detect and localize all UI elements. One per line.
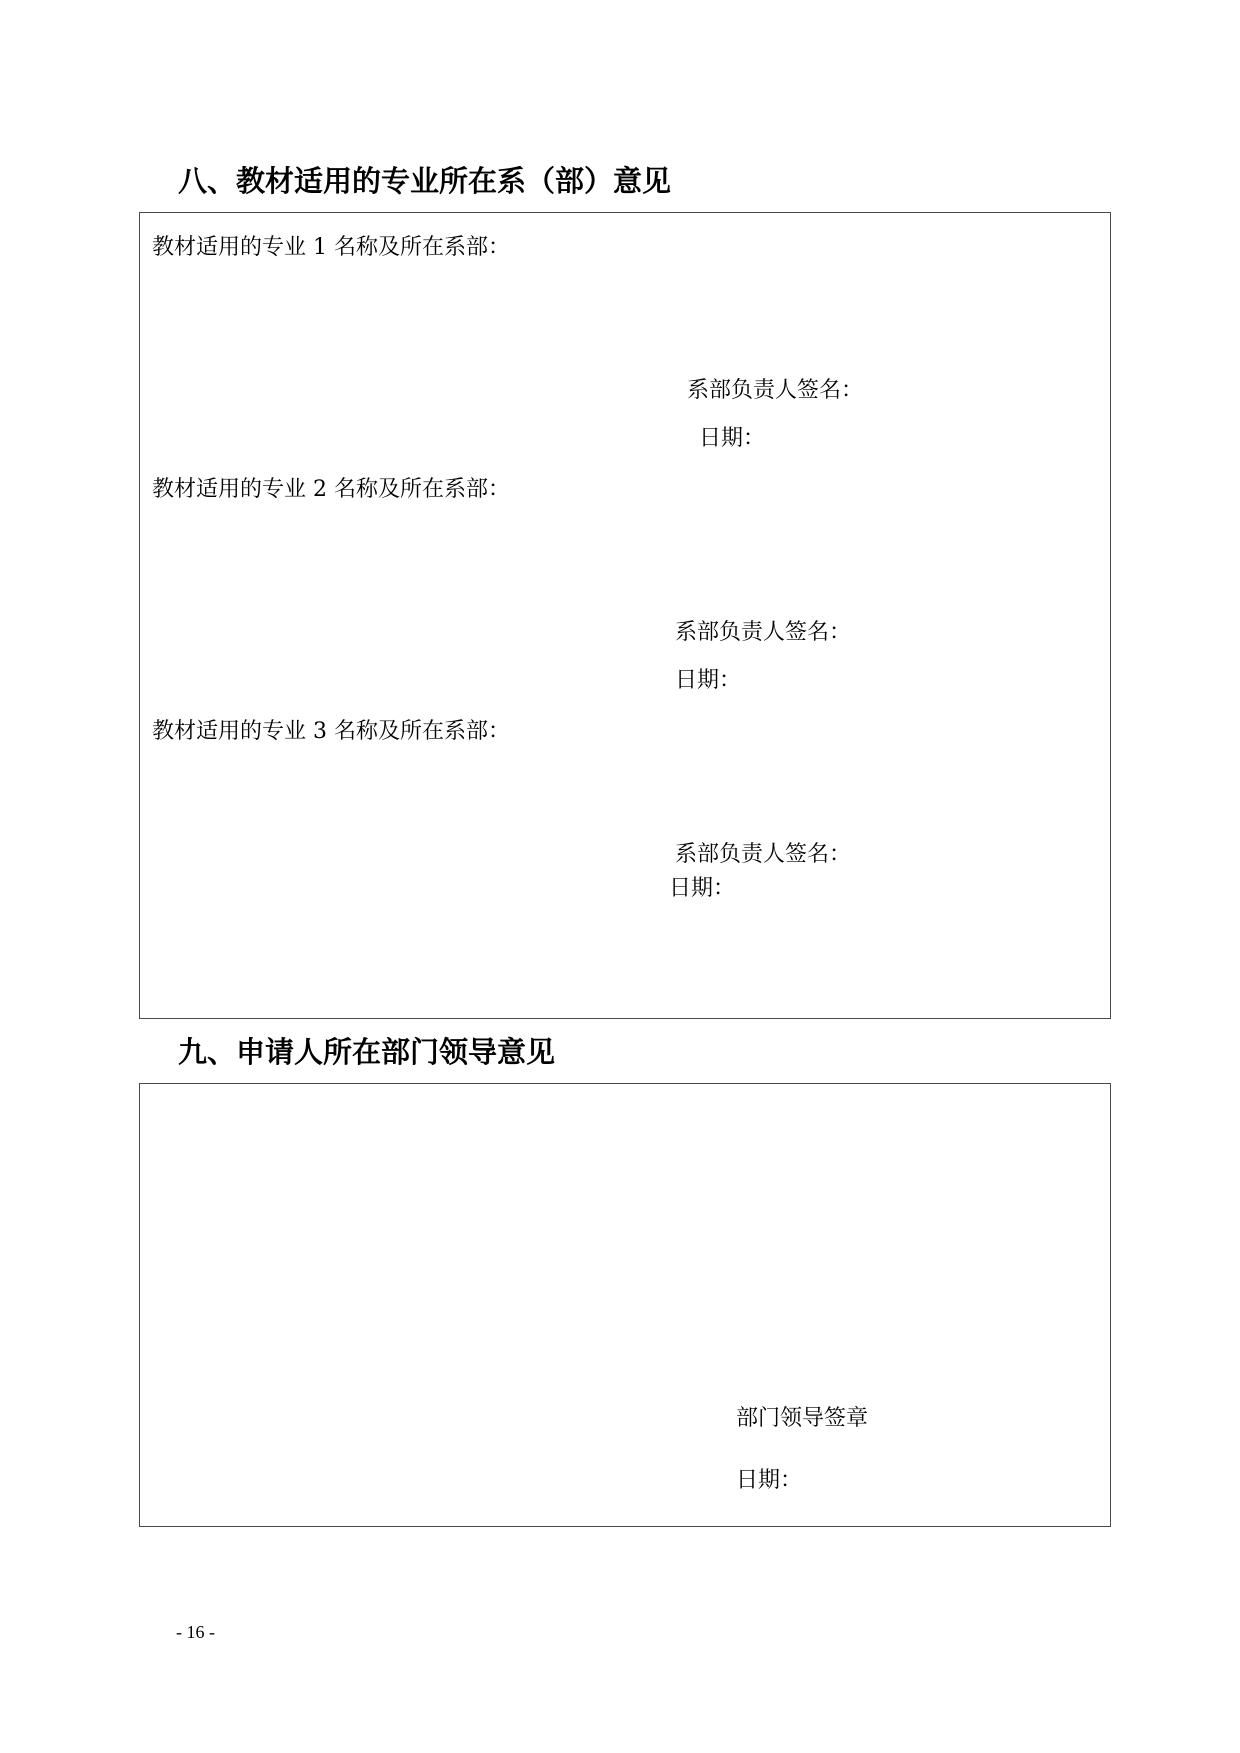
leader-signature-label: 部门领导签章 — [736, 1406, 869, 1431]
leader-date-label: 日期： — [736, 1468, 803, 1493]
major-1-label: 教材适用的专业 1 名称及所在系部： — [152, 235, 510, 260]
major-1-date-label: 日期： — [699, 426, 766, 451]
major-2-date-label: 日期： — [675, 668, 742, 693]
leader-opinion-box — [139, 1083, 1111, 1527]
department-opinion-box — [139, 212, 1111, 1019]
major-1-signature-label: 系部负责人签名： — [687, 378, 864, 403]
major-3-label: 教材适用的专业 3 名称及所在系部： — [152, 719, 510, 744]
page-number: - 16 - — [176, 1622, 215, 1642]
major-2-label: 教材适用的专业 2 名称及所在系部： — [152, 477, 510, 502]
major-3-date-label: 日期： — [669, 876, 736, 901]
major-3-signature-label: 系部负责人签名： — [675, 842, 852, 867]
major-2-signature-label: 系部负责人签名： — [675, 620, 852, 645]
section-9-heading: 九、申请人所在部门领导意见 — [178, 1035, 556, 1069]
section-8-heading: 八、教材适用的专业所在系（部）意见 — [178, 164, 672, 198]
